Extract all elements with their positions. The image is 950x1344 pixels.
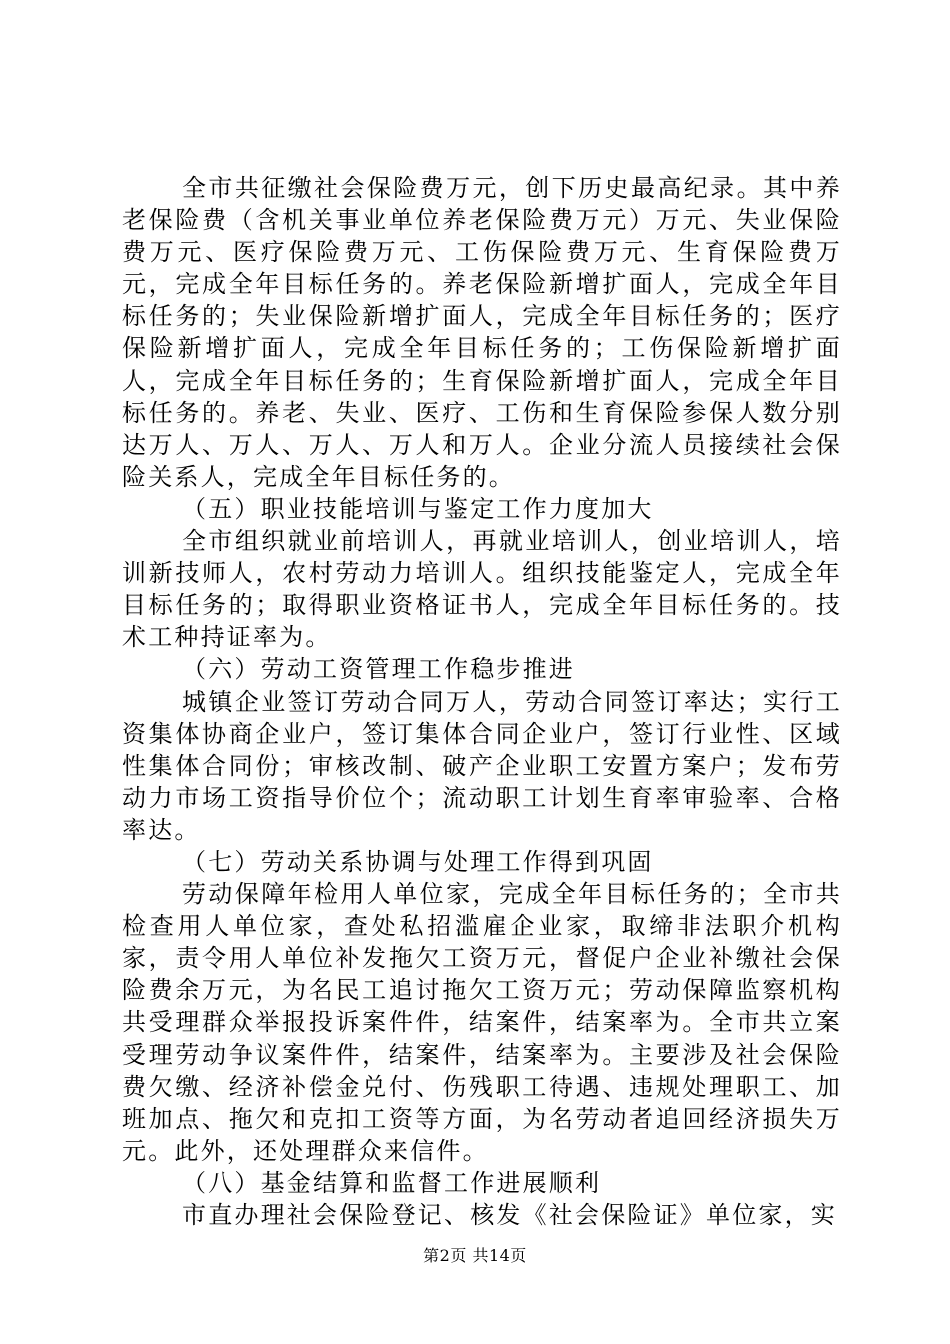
section-heading: （八）基金结算和监督工作进展顺利	[182, 1168, 602, 1197]
body-paragraph: 市直办理社会保险登记、核发《社会保险证》单位家，实	[182, 1201, 837, 1229]
document-body	[122, 172, 842, 1231]
page-number-footer: 第2页 共14页	[423, 1246, 527, 1265]
body-paragraph: 城镇企业签订劳动合同万人，劳动合同签订率达；实行工资集体协商企业户，签订集体合同企业户，签订行业性、区域性集体合同份；审核改制、破产企业职工安置方案户；发布劳动力市场工资指导价位个；流动职工计划生育率审验率、合格率达。	[122, 687, 842, 844]
section-heading: （五）职业技能培训与鉴定工作力度加大	[182, 494, 654, 523]
body-paragraph: 劳动保障年检用人单位家，完成全年目标任务的；全市共检查用人单位家，查处私招滥雇企业家，取缔非法职介机构家，责令用人单位补发拖欠工资万元，督促户企业补缴社会保险费余万元，为名民工追讨拖欠工资万元；劳动保障监察机构共受理群众举报投诉案件件，结案件，结案率为。全市共立案受理劳动争议案件件，结案件，结案率为。主要涉及社会保险费欠缴、经济补偿金兑付、伤残职工待遇、违规处理职工、加班加点、拖欠和克扣工资等方面，为名劳动者追回经济损失万元。此外，还处理群众来信件。	[122, 880, 842, 1165]
section-heading: （七）劳动关系协调与处理工作得到巩固	[182, 847, 654, 876]
body-paragraph: 全市组织就业前培训人，再就业培训人，创业培训人，培训新技师人，农村劳动力培训人。组织技能鉴定人，完成全年目标任务的；取得职业资格证书人，完成全年目标任务的。技术工种持证率为。	[122, 527, 842, 652]
body-paragraph: 全市共征缴社会保险费万元，创下历史最高纪录。其中养老保险费（含机关事业单位养老保险费万元）万元、失业保险费万元、医疗保险费万元、工伤保险费万元、生育保险费万元，完成全年目标任务的。养老保险新增扩面人，完成全年目标任务的；失业保险新增扩面人，完成全年目标任务的；医疗保险新增扩面人，完成全年目标任务的；工伤保险新增扩面人，完成全年目标任务的；生育保险新增扩面人，完成全年目标任务的。养老、失业、医疗、工伤和生育保险参保人数分别达万人、万人、万人、万人和万人。企业分流人员接续社会保险关系人，完成全年目标任务的。	[122, 174, 842, 491]
section-heading: （六）劳动工资管理工作稳步推进	[182, 655, 575, 684]
